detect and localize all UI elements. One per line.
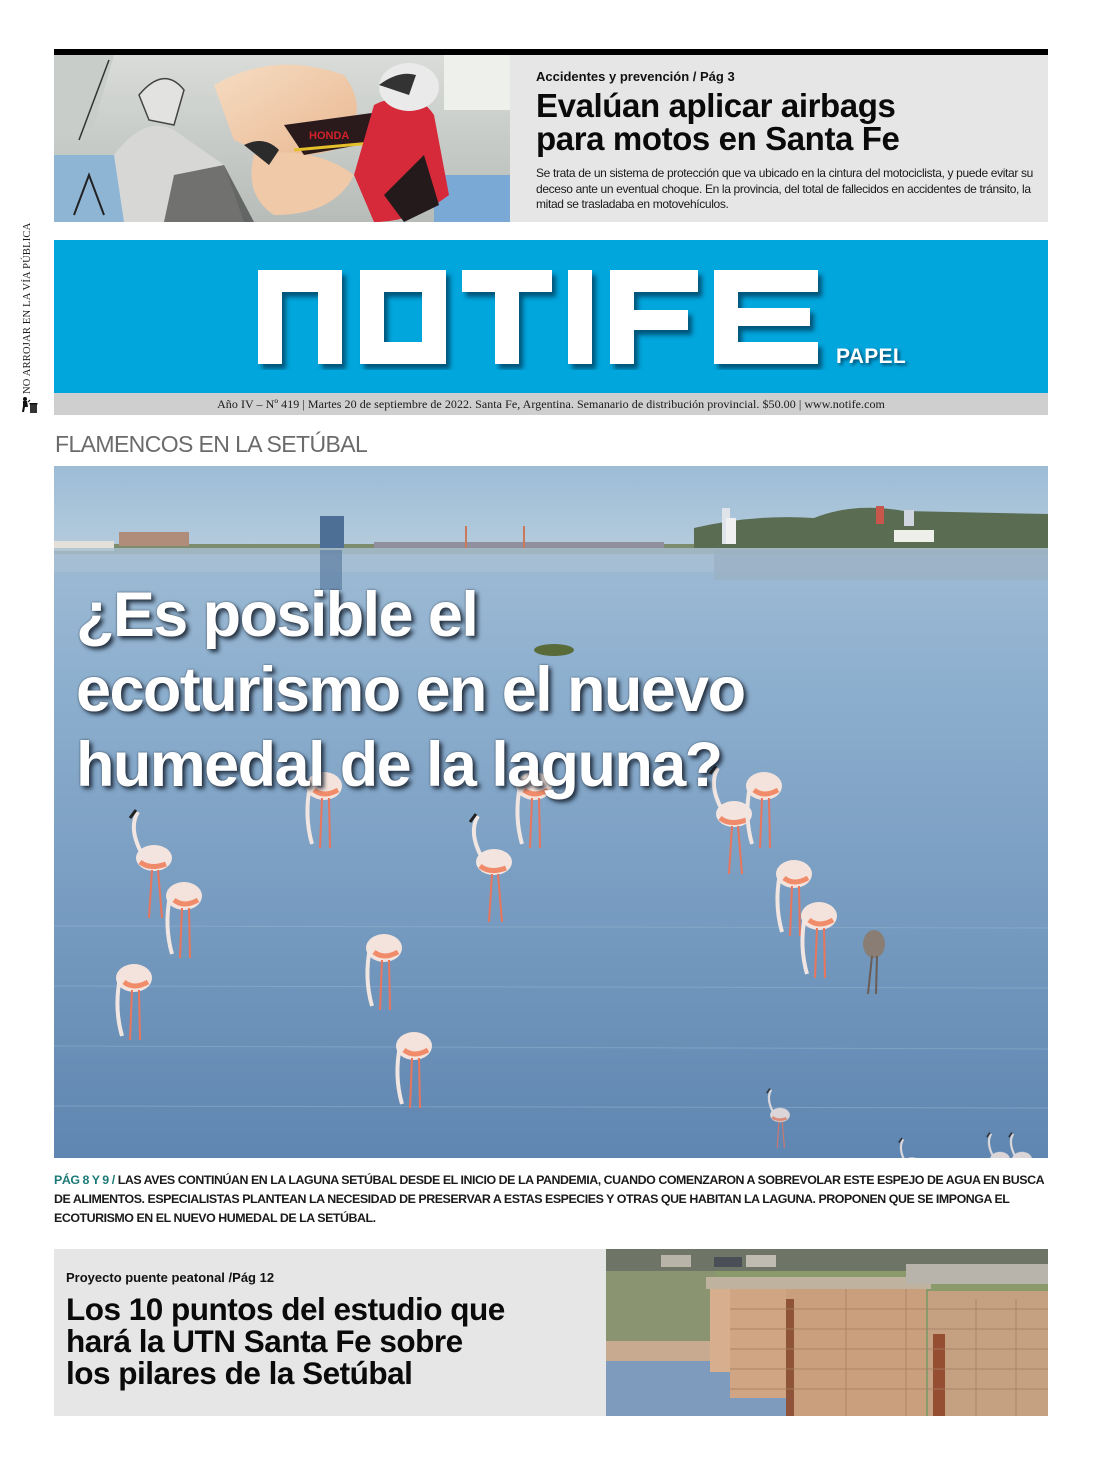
headline-line: para motos en Santa Fe: [536, 120, 900, 157]
honda-logo-text: HONDA: [309, 130, 350, 142]
headline-line: Los 10 puntos del estudio que: [66, 1291, 505, 1327]
edition-label: PAPEL: [836, 345, 906, 368]
top-story[interactable]: [54, 55, 1048, 222]
no-littering-notice: NO ARROJAR EN LA VÍA PÚBLICA: [22, 222, 33, 394]
headline-line: los pilares de la Setúbal: [66, 1355, 413, 1391]
bottom-story[interactable]: [54, 1249, 1048, 1416]
motorcycle-airbag-photo[interactable]: [54, 55, 510, 222]
bridge-pillars-photo[interactable]: [606, 1249, 1048, 1416]
headline-line: humedal de la laguna?: [76, 730, 722, 800]
flamingos-lagoon-photo[interactable]: [54, 466, 1048, 1158]
headline-line: Evalúan aplicar airbags: [536, 87, 896, 124]
trash-disposal-icon: [19, 396, 39, 414]
bottom-story-kicker[interactable]: Proyecto puente peatonal /Pág 12: [66, 1270, 275, 1285]
issue-info-strip: Año IV – Nº 419 | Martes 20 de septiembre de 2022. Santa Fe, Argentina. Semanario de distribución provincial. $50.00 | www.notife.com: [54, 393, 1048, 415]
headline-line: ¿Es posible el: [76, 580, 478, 650]
headline-line: ecoturismo en el nuevo: [76, 655, 745, 725]
top-story-kicker[interactable]: Accidentes y prevención / Pág 3: [536, 69, 735, 84]
section-label: FLAMENCOS EN LA SETÚBAL: [55, 431, 368, 457]
notife-logo[interactable]: [250, 270, 840, 370]
main-story[interactable]: [54, 466, 1048, 1158]
top-story-headline[interactable]: [536, 89, 1036, 155]
headline-line: hará la UTN Santa Fe sobre: [66, 1323, 463, 1359]
main-headline[interactable]: [76, 578, 896, 803]
masthead[interactable]: [54, 240, 1048, 393]
caption-text: LAS AVES CONTINÚAN EN LA LAGUNA SETÚBAL DESDE EL INICIO DE LA PANDEMIA, CUANDO COMENZARON A SOBREVOLAR ESTE ESPEJO DE AGUA EN BUSCA DE ALIMENTOS. ESPECIALISTAS PLANTEAN LA NECESIDAD DE PRESERVAR A ESTAS ESPECIES Y OTRAS QUE HABITAN LA LAGUNA. PROPONEN QUE SE IMPONGA EL ECOTURISMO EN EL NUEVO HUMEDAL DE LA SETÚBAL.: [54, 1173, 1044, 1225]
page-reference-link[interactable]: PÁG 8 Y 9 /: [54, 1173, 115, 1187]
side-legend: [18, 218, 40, 418]
main-story-caption: [54, 1171, 1050, 1228]
bottom-story-headline[interactable]: [66, 1293, 596, 1389]
top-story-dek: Se trata de un sistema de protección que va ubicado en la cintura del motociclista, y puede evitar su deceso ante un eventual choque. En la provincia, del total de fallecidos en accidentes de tránsito, la mitad se trasladaba en motovehículos.: [536, 166, 1033, 211]
